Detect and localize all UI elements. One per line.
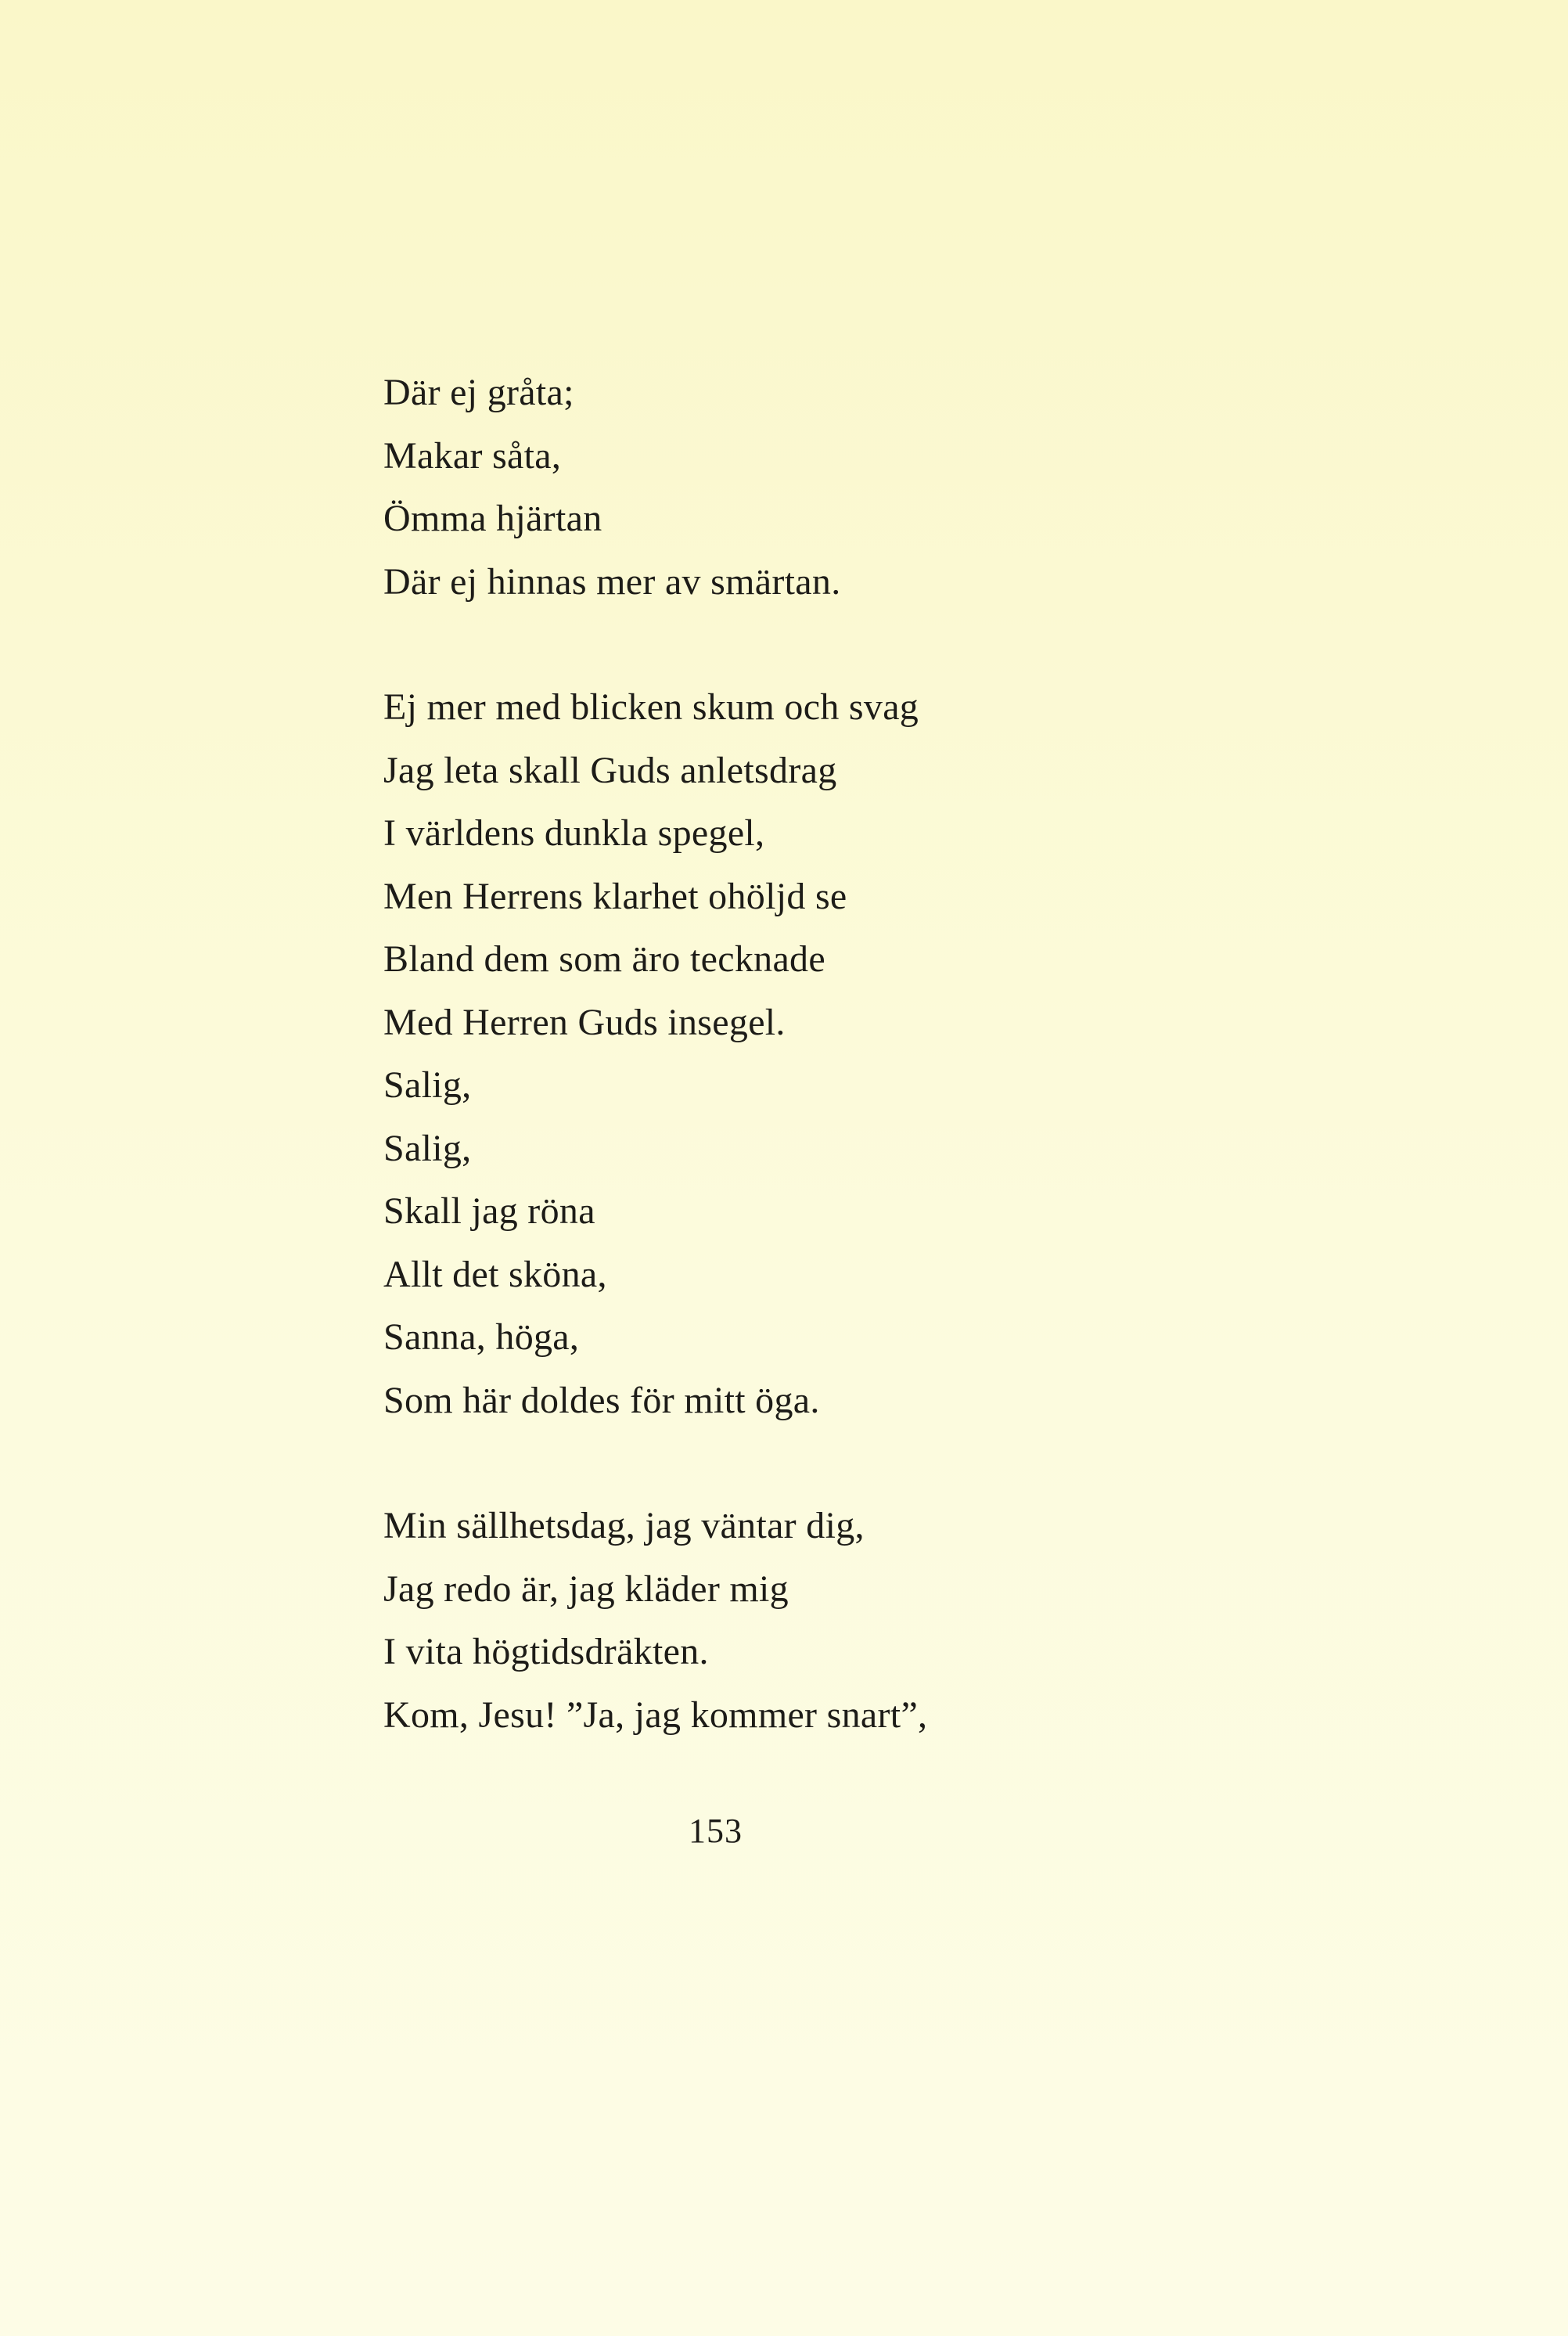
stanza-1 [383, 362, 1401, 614]
verse-line: Med Herren Guds insegel. [383, 1001, 786, 1043]
page-number: 153 [689, 1812, 743, 1850]
verse-line: Som här doldes för mitt öga. [383, 1379, 820, 1421]
verse-line: Där ej gråta; [383, 372, 574, 413]
verse-line: I vita högtidsdräkten. [383, 1631, 709, 1672]
verse-line: Kom, Jesu! ”Ja, jag kommer snart”, [383, 1694, 928, 1736]
stanza-2 [383, 676, 1401, 1432]
verse-line: Min sällhetsdag, jag väntar dig, [383, 1505, 865, 1546]
verse-line: Makar såta, [383, 434, 562, 477]
verse-line: Ömma hjärtan [383, 498, 602, 539]
stanza-3 [383, 1495, 1401, 1747]
verse-line: Men Herrens klarhet ohöljd se [383, 875, 847, 917]
verse-line: Jag redo är, jag kläder mig [383, 1568, 789, 1610]
verse-line: Jag leta skall Guds anletsdrag [383, 749, 837, 791]
poem-text [383, 362, 1401, 1747]
verse-line: Bland dem som äro tecknade [383, 938, 825, 980]
verse-line: Salig, [383, 1064, 472, 1106]
verse-line: Där ej hinnas mer av smärtan. [383, 560, 841, 603]
verse-line: I världens dunkla spegel, [383, 812, 765, 854]
verse-line: Sanna, höga, [383, 1316, 580, 1358]
verse-line: Skall jag röna [383, 1190, 595, 1232]
verse-line: Allt det sköna, [383, 1253, 607, 1295]
verse-line: Ej mer med blicken skum och svag [383, 686, 919, 728]
verse-line: Salig, [383, 1127, 472, 1169]
